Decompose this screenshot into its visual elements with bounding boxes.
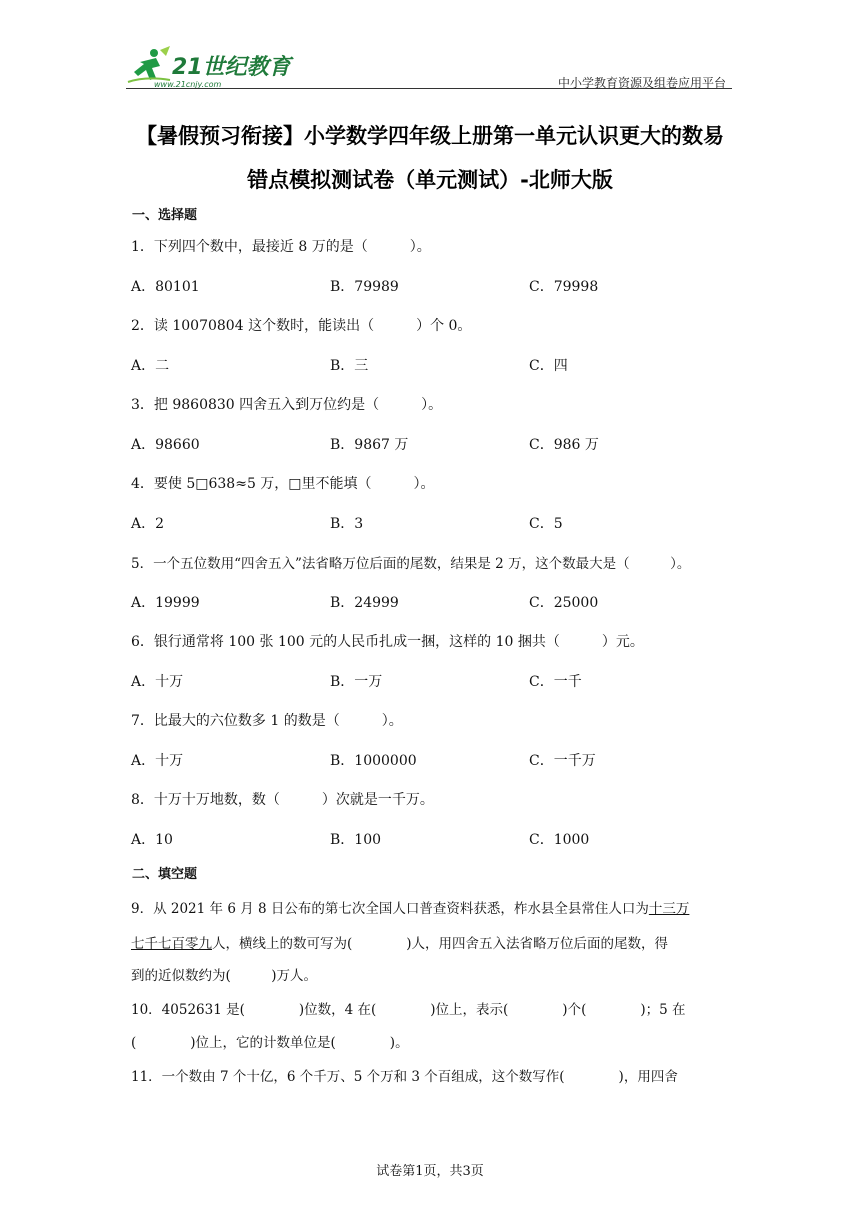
q1-option-c: C．79998 <box>529 279 599 295</box>
question-9-line1 <box>131 897 689 917</box>
q6-option-b: B．一万 <box>330 674 383 690</box>
page-title-line1: 【暑假预习衔接】小学数学四年级上册第一单元认识更大的数易 <box>136 124 724 148</box>
q9-text: 9．从 2021 年 6 月 8 日公布的第七次全国人口普查资料获悉，柞水县全县常住人口为 <box>131 901 649 917</box>
question-2: 2．读 10070804 这个数时，能读出（ ）个 0。 <box>131 318 472 334</box>
q4-option-c: C．5 <box>529 516 563 532</box>
q2-option-a: A．二 <box>131 358 170 374</box>
page-title-line2: 错点模拟测试卷（单元测试）-北师大版 <box>247 168 613 192</box>
q1-option-b: B．79989 <box>330 279 399 295</box>
question-11-line1: 11．一个数由 7 个十亿，6 个千万、5 个万和 3 个百组成，这个数写作( )，用四舍 <box>131 1069 678 1085</box>
header-divider <box>126 88 732 89</box>
question-3: 3．把 9860830 四舍五入到万位约是（ ）。 <box>131 397 443 413</box>
q8-option-a: A．10 <box>131 832 173 848</box>
question-9-line3: 到的近似数约为( )万人。 <box>131 968 318 984</box>
question-10-line1: 10．4052631 是( )位数，4 在( )位上，表示( )个( )；5 在 <box>131 1002 686 1018</box>
q3-option-a: A．98660 <box>131 437 200 453</box>
question-7: 7．比最大的六位数多 1 的数是（ ）。 <box>131 713 403 729</box>
section-heading-choice: 一、选择题 <box>132 208 198 223</box>
page-footer: 试卷第1页，共3页 <box>376 1164 484 1179</box>
question-6: 6．银行通常将 100 张 100 元的人民币扎成一捆，这样的 10 捆共（ ）元。 <box>131 634 644 650</box>
q2-option-c: C．四 <box>529 358 568 374</box>
question-1: 1．下列四个数中，最接近 8 万的是（ ）。 <box>131 239 431 255</box>
q9-underlined-number: 十三万 <box>648 901 690 917</box>
q7-option-a: A．十万 <box>131 753 184 769</box>
question-5: 5．一个五位数用“四舍五入”法省略万位后面的尾数，结果是 2 万，这个数最大是（ ）。 <box>131 556 691 572</box>
logo-url: www.21cnjy.com <box>154 80 222 89</box>
page-header <box>126 40 732 90</box>
q2-option-b: B．三 <box>330 358 369 374</box>
q3-option-b: B．9867 万 <box>330 437 409 453</box>
question-4: 4．要使 5□638≈5 万，□里不能填（ ）。 <box>131 476 435 492</box>
q6-option-a: A．十万 <box>131 674 184 690</box>
logo <box>126 46 296 89</box>
section-heading-fill: 二、填空题 <box>132 867 198 882</box>
q8-option-b: B．100 <box>330 832 382 848</box>
q5-option-c: C．25000 <box>529 595 599 611</box>
q9-underlined-number-cont: 七千七百零九 <box>131 936 212 952</box>
q4-option-a: A．2 <box>131 516 165 532</box>
q7-option-b: B．1000000 <box>330 753 417 769</box>
q1-option-a: A．80101 <box>131 279 200 295</box>
q8-option-c: C．1000 <box>529 832 590 848</box>
question-8: 8．十万十万地数，数（ ）次就是一千万。 <box>131 792 434 808</box>
logo-text: 21世纪教育 <box>172 55 291 80</box>
q4-option-b: B．3 <box>330 516 364 532</box>
header-platform-text: 中小学教育资源及组卷应用平台 <box>557 76 726 90</box>
question-10-line2: ( )位上，它的计数单位是( )。 <box>131 1035 409 1051</box>
q3-option-c: C．986 万 <box>529 437 599 453</box>
q9-text-cont: 人，横线上的数可写为( )人，用四舍五入法省略万位后面的尾数，得 <box>212 936 669 952</box>
question-9-line2 <box>131 932 668 952</box>
q5-option-b: B．24999 <box>330 595 399 611</box>
q5-option-a: A．19999 <box>131 595 200 611</box>
q6-option-c: C．一千 <box>529 674 582 690</box>
q7-option-c: C．一千万 <box>529 753 596 769</box>
